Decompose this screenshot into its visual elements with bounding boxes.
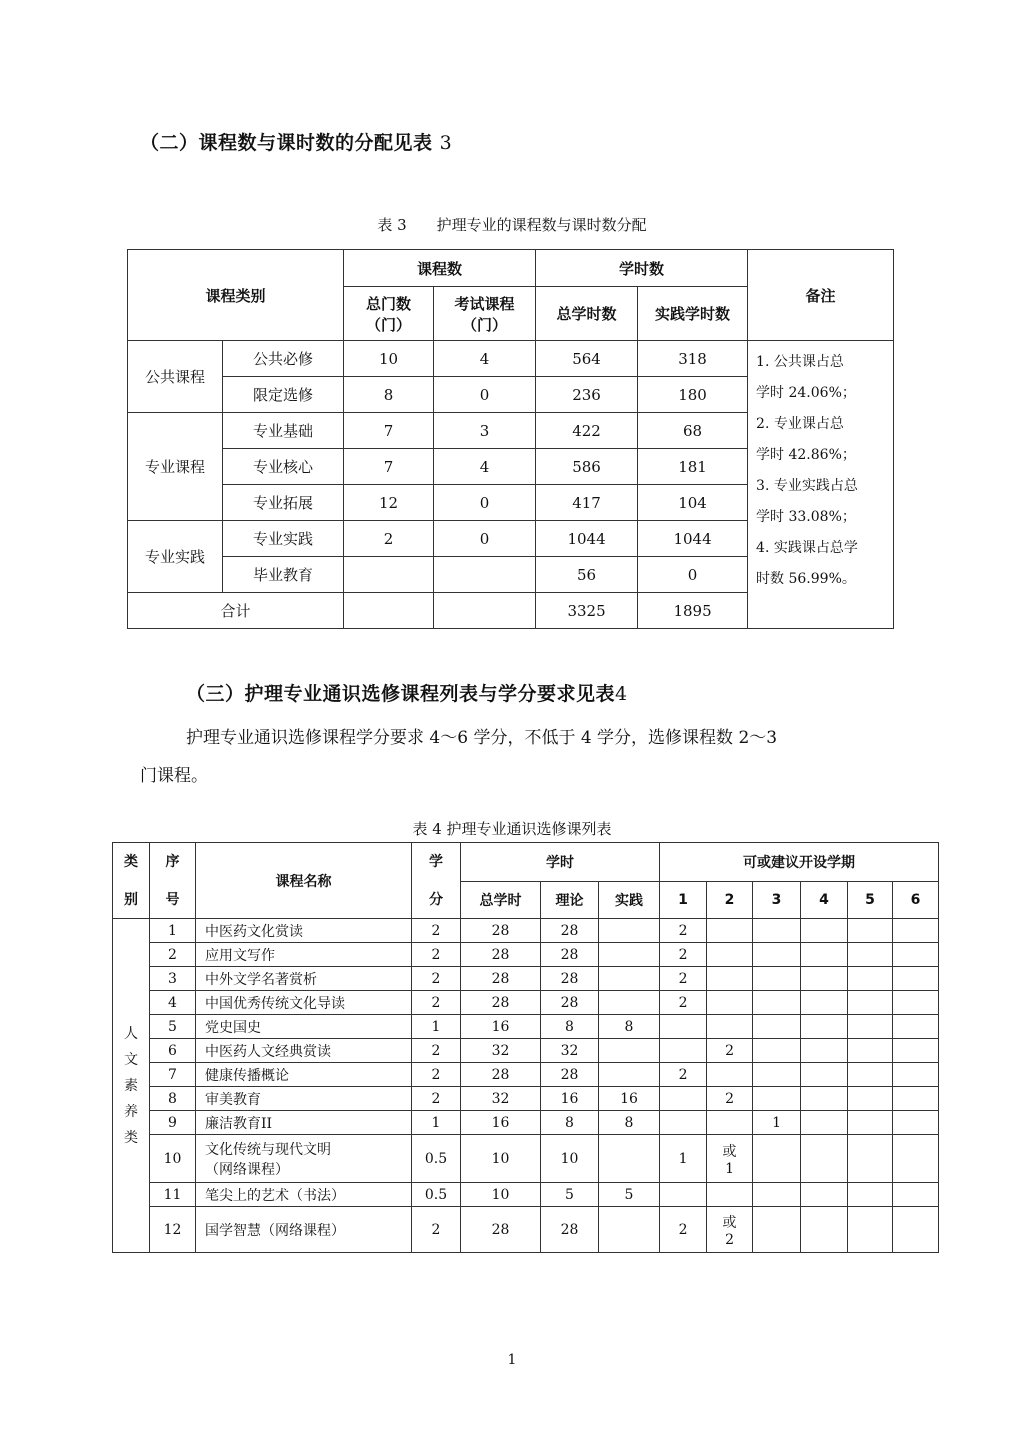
cell-sem-3 bbox=[753, 1183, 801, 1207]
cell-total-hours: 32 bbox=[461, 1087, 541, 1111]
cell-sem-3 bbox=[753, 991, 801, 1015]
cell-credit: 2 bbox=[412, 991, 461, 1015]
cell-practice: 8 bbox=[599, 1111, 660, 1135]
cell-sem-4 bbox=[801, 1039, 848, 1063]
cell-total-hours: 28 bbox=[461, 943, 541, 967]
cell-sem-4 bbox=[801, 919, 848, 943]
cell-sem-4 bbox=[801, 991, 848, 1015]
cell-hours: 422 bbox=[536, 413, 638, 449]
cell-practice: 181 bbox=[638, 449, 748, 485]
table-row bbox=[113, 967, 939, 991]
cell-sem-6 bbox=[893, 1183, 939, 1207]
cell-sem-6 bbox=[893, 1063, 939, 1087]
cell-credit: 2 bbox=[412, 943, 461, 967]
cell-practice bbox=[599, 1207, 660, 1253]
cell-course-name: 党史国史 bbox=[196, 1015, 412, 1039]
cell-theory: 28 bbox=[541, 919, 599, 943]
total-row-label: 合计 bbox=[128, 593, 344, 629]
cell-credit: 2 bbox=[412, 967, 461, 991]
cell-sem-5 bbox=[848, 919, 893, 943]
cell-credit: 1 bbox=[412, 1111, 461, 1135]
cell-number: 8 bbox=[150, 1087, 196, 1111]
cell-sem-4 bbox=[801, 1087, 848, 1111]
cell-practice bbox=[599, 1135, 660, 1183]
header-sem-5: 5 bbox=[848, 882, 893, 919]
header-practice-hours: 实践学时数 bbox=[638, 287, 748, 341]
cell-practice bbox=[599, 1039, 660, 1063]
cell-sem-5 bbox=[848, 1087, 893, 1111]
cell-total-hours: 28 bbox=[461, 991, 541, 1015]
elective-course-table bbox=[112, 842, 939, 1253]
table-row bbox=[113, 1039, 939, 1063]
cell-total-hours: 28 bbox=[461, 1207, 541, 1253]
cell-practice: 104 bbox=[638, 485, 748, 521]
cell-sem-1: 1 bbox=[660, 1135, 707, 1183]
cell-hours: 417 bbox=[536, 485, 638, 521]
cell-sem-5 bbox=[848, 1207, 893, 1253]
cell-credit: 2 bbox=[412, 1207, 461, 1253]
cell-course-name: 国学智慧（网络课程） bbox=[196, 1207, 412, 1253]
table-caption: 表 4 护理专业通识选修课列表 bbox=[412, 820, 612, 838]
header-remark: 备注 bbox=[748, 250, 894, 341]
sub-category: 专业拓展 bbox=[223, 485, 344, 521]
cell-hours: 56 bbox=[536, 557, 638, 593]
cell-number: 1 bbox=[150, 919, 196, 943]
cell-sem-6 bbox=[893, 967, 939, 991]
cell-number: 2 bbox=[150, 943, 196, 967]
cell-total-hours: 10 bbox=[461, 1183, 541, 1207]
header-course-name: 课程名称 bbox=[196, 843, 412, 919]
cell-theory: 32 bbox=[541, 1039, 599, 1063]
cell-sem-5 bbox=[848, 1135, 893, 1183]
cell-practice: 16 bbox=[599, 1087, 660, 1111]
cell-sem-1: 2 bbox=[660, 1207, 707, 1253]
cell-sem-1 bbox=[660, 1183, 707, 1207]
header-total-hours: 总学时 bbox=[461, 882, 541, 919]
cell-practice: 1044 bbox=[638, 521, 748, 557]
cell-sem-5 bbox=[848, 1183, 893, 1207]
cell-course-name: 中国优秀传统文化导读 bbox=[196, 991, 412, 1015]
cell-sem-2 bbox=[707, 943, 753, 967]
cell-credit: 0.5 bbox=[412, 1183, 461, 1207]
cell-sem-4 bbox=[801, 1135, 848, 1183]
cell-sem-2: 2 bbox=[707, 1039, 753, 1063]
cell-sem-3 bbox=[753, 919, 801, 943]
cell-hours: 586 bbox=[536, 449, 638, 485]
cell-hours: 3325 bbox=[536, 593, 638, 629]
cell-total-hours: 28 bbox=[461, 919, 541, 943]
cell-sem-2 bbox=[707, 1015, 753, 1039]
cell-sem-3 bbox=[753, 1039, 801, 1063]
table-row bbox=[113, 919, 939, 943]
header-number: 序 号 bbox=[150, 843, 196, 919]
sub-category: 公共必修 bbox=[223, 341, 344, 377]
cell-sem-4 bbox=[801, 967, 848, 991]
cell-sem-2 bbox=[707, 967, 753, 991]
cell-theory: 28 bbox=[541, 943, 599, 967]
remark-notes: 1. 公共课占总 学时 24.06%； 2. 专业课占总 学时 42.86%； 3. 专业实践占总 学时 33.08%； 4. 实践课占总学 时数 56.99%。 bbox=[748, 341, 894, 629]
cell-total-hours: 28 bbox=[461, 967, 541, 991]
cell-credit: 2 bbox=[412, 1087, 461, 1111]
cell-total-hours: 16 bbox=[461, 1111, 541, 1135]
table-row bbox=[113, 991, 939, 1015]
cell-sem-2 bbox=[707, 1183, 753, 1207]
cell-sem-2: 或 1 bbox=[707, 1135, 753, 1183]
cell-sem-4 bbox=[801, 943, 848, 967]
header-category: 类 别 bbox=[113, 843, 150, 919]
cell-theory: 8 bbox=[541, 1015, 599, 1039]
section-heading: （二）课程数与课时数的分配见表 3 bbox=[140, 132, 453, 154]
cell-course-name: 中医药文化赏读 bbox=[196, 919, 412, 943]
cell-practice: 180 bbox=[638, 377, 748, 413]
cell-practice bbox=[599, 1063, 660, 1087]
cell-sem-4 bbox=[801, 1063, 848, 1087]
header-sem-6: 6 bbox=[893, 882, 939, 919]
cell-sem-2: 2 bbox=[707, 1087, 753, 1111]
cell-practice bbox=[599, 919, 660, 943]
cell-sem-2 bbox=[707, 919, 753, 943]
cell-sem-2 bbox=[707, 1111, 753, 1135]
table-row bbox=[113, 1183, 939, 1207]
cell-sem-4 bbox=[801, 1183, 848, 1207]
cell-credit: 1 bbox=[412, 1015, 461, 1039]
cell-sem-6 bbox=[893, 919, 939, 943]
header-hours: 学时 bbox=[461, 843, 660, 882]
header-total-courses: 总门数 （门） bbox=[344, 287, 434, 341]
cell-sem-6 bbox=[893, 1111, 939, 1135]
cell-number: 9 bbox=[150, 1111, 196, 1135]
table-row bbox=[113, 1135, 939, 1183]
cell-sem-6 bbox=[893, 943, 939, 967]
sub-category: 专业基础 bbox=[223, 413, 344, 449]
cell-sem-4 bbox=[801, 1207, 848, 1253]
cell-sem-5 bbox=[848, 943, 893, 967]
header-sem-3: 3 bbox=[753, 882, 801, 919]
cell-total: 10 bbox=[344, 341, 434, 377]
cell-exam bbox=[434, 557, 536, 593]
cell-exam: 0 bbox=[434, 521, 536, 557]
cell-number: 3 bbox=[150, 967, 196, 991]
cell-practice: 5 bbox=[599, 1183, 660, 1207]
cell-practice: 318 bbox=[638, 341, 748, 377]
cell-practice: 8 bbox=[599, 1015, 660, 1039]
cell-exam: 0 bbox=[434, 377, 536, 413]
cell-course-name: 中外文学名著赏析 bbox=[196, 967, 412, 991]
cell-exam: 0 bbox=[434, 485, 536, 521]
cell-practice bbox=[599, 967, 660, 991]
table-row bbox=[113, 1087, 939, 1111]
cell-sem-5 bbox=[848, 967, 893, 991]
cell-total-hours: 28 bbox=[461, 1063, 541, 1087]
cell-sem-1 bbox=[660, 1039, 707, 1063]
header-theory: 理论 bbox=[541, 882, 599, 919]
cell-sem-3 bbox=[753, 1015, 801, 1039]
table-row bbox=[113, 1111, 939, 1135]
sub-category: 毕业教育 bbox=[223, 557, 344, 593]
cell-credit: 2 bbox=[412, 1039, 461, 1063]
sub-category: 专业核心 bbox=[223, 449, 344, 485]
cell-theory: 28 bbox=[541, 1207, 599, 1253]
category-label: 人 文 素 养 类 bbox=[113, 919, 150, 1253]
cell-credit: 0.5 bbox=[412, 1135, 461, 1183]
cell-course-name: 中医药人文经典赏读 bbox=[196, 1039, 412, 1063]
header-category: 课程类别 bbox=[128, 250, 344, 341]
page-number: 1 bbox=[507, 1352, 517, 1368]
sub-category: 专业实践 bbox=[223, 521, 344, 557]
cell-sem-5 bbox=[848, 991, 893, 1015]
header-sem-1: 1 bbox=[660, 882, 707, 919]
sub-category: 限定选修 bbox=[223, 377, 344, 413]
cell-theory: 10 bbox=[541, 1135, 599, 1183]
cell-sem-6 bbox=[893, 1039, 939, 1063]
cell-sem-1: 2 bbox=[660, 1063, 707, 1087]
cell-total-hours: 10 bbox=[461, 1135, 541, 1183]
cell-sem-2 bbox=[707, 991, 753, 1015]
table-row bbox=[113, 1207, 939, 1253]
cell-total: 7 bbox=[344, 413, 434, 449]
group-label: 公共课程 bbox=[128, 341, 223, 413]
cell-sem-2 bbox=[707, 1063, 753, 1087]
header-hours: 学时数 bbox=[536, 250, 748, 287]
cell-practice: 68 bbox=[638, 413, 748, 449]
cell-number: 5 bbox=[150, 1015, 196, 1039]
cell-number: 10 bbox=[150, 1135, 196, 1183]
cell-sem-6 bbox=[893, 1135, 939, 1183]
cell-sem-3 bbox=[753, 1087, 801, 1111]
cell-sem-3 bbox=[753, 1063, 801, 1087]
header-practice: 实践 bbox=[599, 882, 660, 919]
cell-number: 4 bbox=[150, 991, 196, 1015]
cell-sem-6 bbox=[893, 1015, 939, 1039]
cell-sem-1: 2 bbox=[660, 919, 707, 943]
cell-course-name: 健康传播概论 bbox=[196, 1063, 412, 1087]
cell-sem-3 bbox=[753, 1135, 801, 1183]
cell-exam: 3 bbox=[434, 413, 536, 449]
cell-credit: 2 bbox=[412, 919, 461, 943]
group-label: 专业实践 bbox=[128, 521, 223, 593]
cell-course-name: 审美教育 bbox=[196, 1087, 412, 1111]
cell-sem-1 bbox=[660, 1087, 707, 1111]
cell-number: 12 bbox=[150, 1207, 196, 1253]
section-heading: （三）护理专业通识选修课程列表与学分要求见表4 bbox=[186, 683, 628, 705]
cell-hours: 1044 bbox=[536, 521, 638, 557]
cell-course-name: 应用文写作 bbox=[196, 943, 412, 967]
cell-theory: 16 bbox=[541, 1087, 599, 1111]
table-row bbox=[113, 1015, 939, 1039]
cell-total bbox=[344, 557, 434, 593]
header-course-count: 课程数 bbox=[344, 250, 536, 287]
cell-total-hours: 16 bbox=[461, 1015, 541, 1039]
cell-practice bbox=[599, 943, 660, 967]
cell-sem-6 bbox=[893, 1207, 939, 1253]
cell-theory: 28 bbox=[541, 1063, 599, 1087]
cell-theory: 8 bbox=[541, 1111, 599, 1135]
paragraph-line: 护理专业通识选修课程学分要求 4～6 学分，不低于 4 学分，选修课程数 2～3 bbox=[186, 728, 778, 748]
cell-theory: 28 bbox=[541, 967, 599, 991]
cell-course-name: 文化传统与现代文明 （网络课程） bbox=[196, 1135, 412, 1183]
header-credit: 学 分 bbox=[412, 843, 461, 919]
table-caption: 表 3 护理专业的课程数与课时数分配 bbox=[377, 216, 647, 234]
paragraph-line: 门课程。 bbox=[140, 766, 208, 786]
cell-number: 6 bbox=[150, 1039, 196, 1063]
header-semester: 可或建议开设学期 bbox=[660, 843, 939, 882]
header-sem-4: 4 bbox=[801, 882, 848, 919]
cell-sem-3 bbox=[753, 943, 801, 967]
cell-sem-1: 2 bbox=[660, 991, 707, 1015]
cell-total bbox=[344, 593, 434, 629]
cell-exam bbox=[434, 593, 536, 629]
cell-practice: 0 bbox=[638, 557, 748, 593]
cell-credit: 2 bbox=[412, 1063, 461, 1087]
group-label: 专业课程 bbox=[128, 413, 223, 521]
header-total-hours: 总学时数 bbox=[536, 287, 638, 341]
cell-theory: 28 bbox=[541, 991, 599, 1015]
cell-course-name: 笔尖上的艺术（书法） bbox=[196, 1183, 412, 1207]
cell-practice bbox=[599, 991, 660, 1015]
cell-sem-3 bbox=[753, 1207, 801, 1253]
cell-sem-6 bbox=[893, 1087, 939, 1111]
cell-sem-3: 1 bbox=[753, 1111, 801, 1135]
cell-sem-5 bbox=[848, 1039, 893, 1063]
cell-number: 11 bbox=[150, 1183, 196, 1207]
cell-total: 7 bbox=[344, 449, 434, 485]
cell-hours: 236 bbox=[536, 377, 638, 413]
cell-sem-1: 2 bbox=[660, 943, 707, 967]
table-row bbox=[113, 1063, 939, 1087]
header-exam-courses: 考试课程 （门） bbox=[434, 287, 536, 341]
cell-total: 12 bbox=[344, 485, 434, 521]
header-sem-2: 2 bbox=[707, 882, 753, 919]
cell-sem-3 bbox=[753, 967, 801, 991]
course-distribution-table bbox=[127, 249, 894, 629]
cell-sem-1 bbox=[660, 1015, 707, 1039]
cell-sem-2: 或 2 bbox=[707, 1207, 753, 1253]
cell-total: 8 bbox=[344, 377, 434, 413]
cell-number: 7 bbox=[150, 1063, 196, 1087]
cell-total: 2 bbox=[344, 521, 434, 557]
cell-exam: 4 bbox=[434, 449, 536, 485]
cell-sem-6 bbox=[893, 991, 939, 1015]
cell-hours: 564 bbox=[536, 341, 638, 377]
cell-sem-5 bbox=[848, 1063, 893, 1087]
cell-sem-5 bbox=[848, 1111, 893, 1135]
cell-total-hours: 32 bbox=[461, 1039, 541, 1063]
cell-theory: 5 bbox=[541, 1183, 599, 1207]
cell-sem-1 bbox=[660, 1111, 707, 1135]
cell-sem-4 bbox=[801, 1015, 848, 1039]
cell-practice: 1895 bbox=[638, 593, 748, 629]
table-row bbox=[113, 943, 939, 967]
cell-sem-5 bbox=[848, 1015, 893, 1039]
cell-exam: 4 bbox=[434, 341, 536, 377]
cell-sem-4 bbox=[801, 1111, 848, 1135]
cell-sem-1: 2 bbox=[660, 967, 707, 991]
cell-course-name: 廉洁教育II bbox=[196, 1111, 412, 1135]
